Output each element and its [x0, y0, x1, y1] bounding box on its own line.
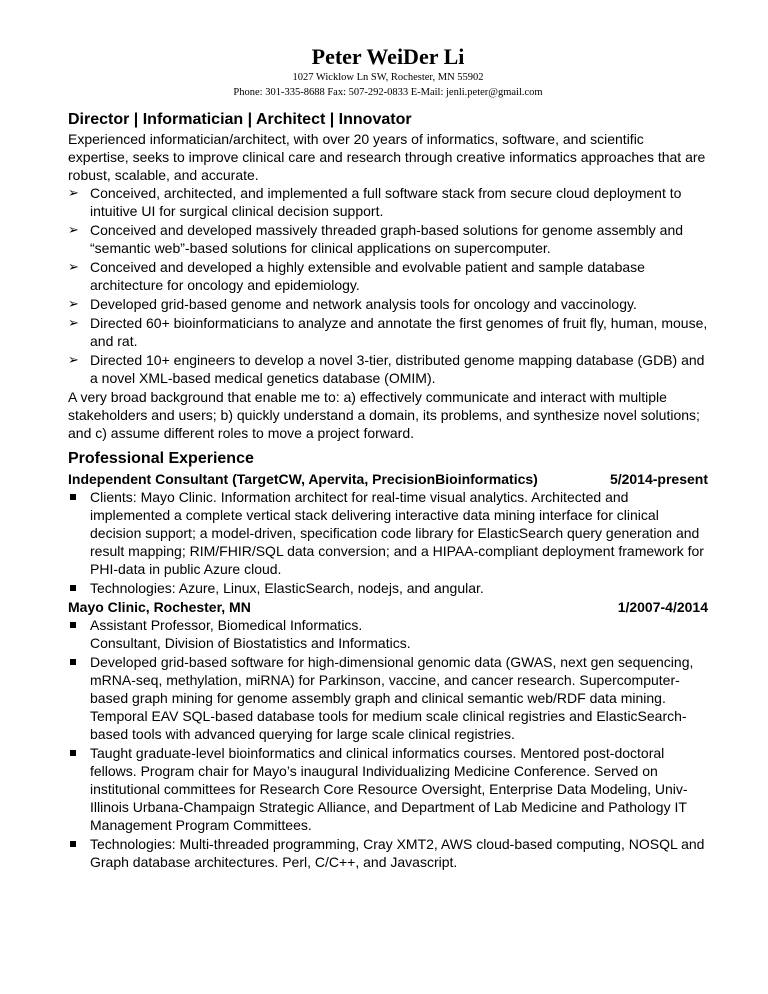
summary-heading: Director | Informatician | Architect | Innovator	[68, 111, 412, 128]
job-bullet-list	[68, 488, 708, 597]
job-dates: 5/2014-present	[609, 471, 708, 487]
arrow-bullet-icon: ➢	[68, 315, 79, 330]
experience-heading: Professional Experience	[68, 450, 254, 467]
job-dates: 1/2007-4/2014	[617, 599, 708, 615]
job-bullet: Developed grid-based software for high-dimensional genomic data (GWAS, next gen sequencing, mRNA-seq, methylation, miRNA) for Parkinson, vaccine, and cancer research. Supercomputer-based graph mining for genome assembly graph and clinical semantic web/RDF data mining. Temporal EAV SQL-based database tools for medium scale clinical registries and ElasticSearch-based tools with advanced querying for large scale clinical registries.	[68, 653, 708, 743]
job-bullet-list	[68, 616, 708, 871]
square-bullet-icon	[70, 659, 76, 665]
summary-bullet: ➢ Conceived and developed massively threaded graph-based solutions for genome assembly and “semantic web”-based solutions for clinical applications on supercomputer.	[68, 222, 684, 256]
summary-intro: Experienced informatician/architect, with over 20 years of informatics, software, and scientific expertise, seeks to improve clinical care and research through creative informatics approaches that are robust, scalable, and accurate.	[68, 131, 706, 183]
arrow-bullet-icon: ➢	[68, 259, 79, 274]
address-line: 1027 Wicklow Ln SW, Rochester, MN 55902	[292, 72, 484, 83]
job-title: Mayo Clinic, Rochester, MN	[68, 599, 251, 615]
job-bullet: Technologies: Multi-threaded programming, Cray XMT2, AWS cloud-based computing, NOSQL and Graph database architectures. Perl, C/C++, and Javascript.	[68, 835, 708, 871]
role-line: Assistant Professor, Biomedical Informatics.	[90, 617, 363, 633]
job-header	[68, 470, 708, 488]
role-line: Consultant, Division of Biostatistics and Informatics.	[90, 635, 411, 651]
summary-closing: A very broad background that enable me to: a) effectively communicate and interact with multiple stakeholders and users; b) quickly understand a domain, its problems, and synthesize novel solutions; and c) assume different roles to move a project forward.	[68, 389, 700, 441]
summary-bullet: ➢ Directed 10+ engineers to develop a novel 3-tier, distributed genome mapping database (GDB) and a novel XML-based medical genetics database (OMIM).	[68, 352, 705, 386]
arrow-bullet-icon: ➢	[68, 222, 79, 237]
arrow-bullet-icon: ➢	[68, 296, 79, 311]
job-bullet: Clients: Mayo Clinic. Information architect for real-time visual analytics. Architected and implemented a complete vertical stack delivering interactive data mining interface for clinical decision support; a model-driven, specification code library for ElasticSearch query generation and result mapping; RIM/FHIR/SQL data conversion; and a HIPAA-compliant deployment framework for PHI-data in public Azure cloud.	[68, 488, 708, 578]
job-title: Independent Consultant (TargetCW, Apervita, PrecisionBioinformatics)	[68, 471, 538, 487]
resume-page	[68, 44, 708, 872]
arrow-bullet-icon: ➢	[68, 185, 79, 200]
job-header	[68, 598, 708, 616]
summary-bullet: ➢ Directed 60+ bioinformaticians to analyze and annotate the first genomes of fruit fly, human, mouse, and rat.	[68, 315, 708, 349]
summary-bullet: ➢ Conceived and developed a highly extensible and evolvable patient and sample database architecture for oncology and epidemiology.	[68, 259, 645, 293]
arrow-bullet-icon: ➢	[68, 352, 79, 367]
resume-name: Peter WeiDer Li	[311, 44, 465, 69]
square-bullet-icon	[70, 494, 76, 500]
summary-bullet: ➢ Conceived, architected, and implemented a full software stack from secure cloud deployment to intuitive UI for surgical clinical decision support.	[68, 185, 682, 219]
square-bullet-icon	[70, 585, 76, 591]
contact-line: Phone: 301-335-8688 Fax: 507-292-0833 E-Mail: jenli.peter@gmail.com	[233, 87, 543, 98]
job-bullet: Technologies: Azure, Linux, ElasticSearch, nodejs, and angular.	[68, 579, 708, 597]
job-bullet: Taught graduate-level bioinformatics and clinical informatics courses. Mentored post-doctoral fellows. Program chair for Mayo’s inaugural Individualizing Medicine Conference. Served on institutional committees for Research Core Resource Oversight, Enterprise Data Modeling, Univ-Illinois Urbana-Champaign Strategic Alliance, and Department of Lab Medicine and Pathology IT Management Program Committees.	[68, 744, 708, 834]
square-bullet-icon	[70, 841, 76, 847]
square-bullet-icon	[70, 750, 76, 756]
summary-bullet: ➢ Developed grid-based genome and network analysis tools for oncology and vaccinology.	[68, 296, 637, 312]
square-bullet-icon	[70, 622, 76, 628]
summary-bullet-list	[68, 184, 708, 387]
job-bullet	[68, 616, 708, 652]
